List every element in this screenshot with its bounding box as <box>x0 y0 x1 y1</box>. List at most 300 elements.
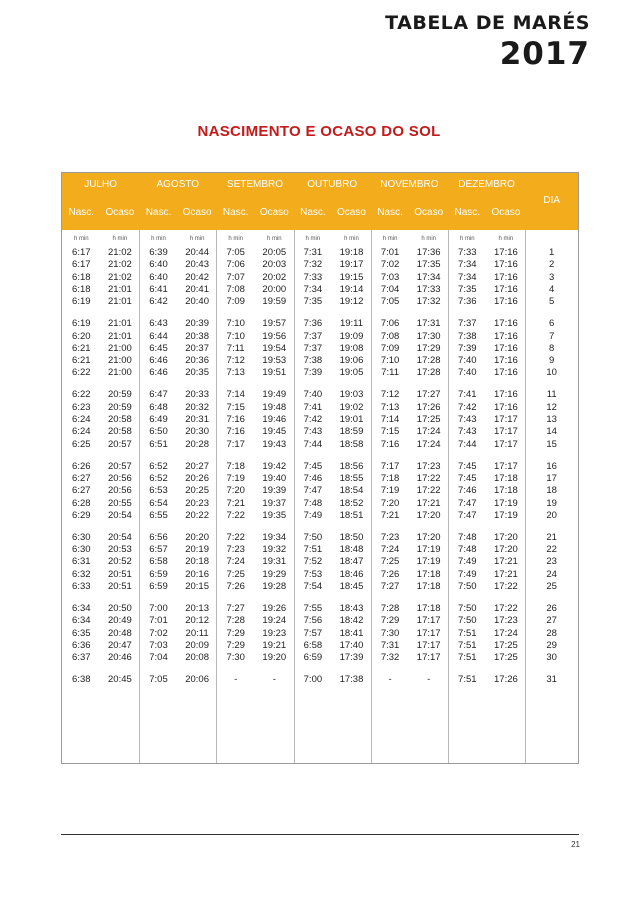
unit-label: h min <box>382 236 398 242</box>
time-cell: 20:40 <box>185 296 209 308</box>
day-cell: 9 <box>549 355 555 367</box>
time-cell: 20:32 <box>185 401 209 413</box>
time-cell: 17:35 <box>416 259 441 271</box>
time-cell: 7:48 <box>458 531 477 543</box>
time-cell: 7:00 <box>149 603 168 614</box>
time-cell: 17:16 <box>494 296 518 308</box>
nasc-label: Nasc. <box>300 207 326 218</box>
time-cell: 19:05 <box>339 367 364 379</box>
time-cell: 20:27 <box>185 460 209 472</box>
time-cell: 17:24 <box>416 438 441 450</box>
time-cell: 7:43 <box>303 426 323 438</box>
time-cell: 19:48 <box>262 401 287 413</box>
time-cell: 21:01 <box>108 318 132 330</box>
time-cell: 20:25 <box>185 485 209 497</box>
footer-divider <box>61 834 579 835</box>
time-cell: 7:51 <box>458 627 477 639</box>
time-cell: 7:49 <box>458 568 477 580</box>
time-cell: 7:34 <box>303 283 323 295</box>
time-cell: 17:16 <box>494 389 518 401</box>
time-cell: 20:51 <box>108 581 132 592</box>
time-cell: 7:04 <box>149 652 168 664</box>
time-cell: 6:46 <box>149 367 168 379</box>
time-cell: 17:16 <box>494 259 518 271</box>
time-cell: 6:47 <box>149 389 168 401</box>
time-cell: 6:33 <box>72 581 91 592</box>
time-cell: 7:37 <box>303 342 323 354</box>
time-cell: 6:30 <box>72 531 91 543</box>
time-cell: 20:56 <box>108 485 132 497</box>
time-cell: 6:23 <box>72 401 91 413</box>
time-cell: 6:36 <box>72 639 91 651</box>
nasc-label: Nasc. <box>68 207 95 218</box>
time-cell: 6:59 <box>149 568 168 580</box>
nasc-label: Nasc. <box>454 207 481 218</box>
time-cell: 7:34 <box>458 259 477 271</box>
day-cell: 19 <box>546 497 557 509</box>
time-cell: 6:54 <box>149 497 168 509</box>
time-cell: 20:45 <box>108 674 132 686</box>
time-cell: 7:45 <box>458 472 477 484</box>
time-cell: 20:37 <box>185 342 209 354</box>
time-cell: 7:44 <box>458 438 477 450</box>
time-cell: 20:41 <box>185 283 209 295</box>
time-cell: 7:51 <box>458 639 477 651</box>
time-cell: 17:24 <box>416 426 441 438</box>
time-cell: 7:34 <box>458 271 477 283</box>
time-cell: 19:42 <box>262 460 287 472</box>
time-cell: 19:40 <box>262 472 287 484</box>
time-cell: 7:03 <box>380 271 400 283</box>
time-cell: 7:20 <box>380 497 400 509</box>
time-cell: 17:20 <box>416 509 441 521</box>
time-cell: 19:20 <box>262 652 287 664</box>
time-cell: 7:07 <box>226 271 245 283</box>
time-cell: 6:35 <box>72 627 91 639</box>
time-cell: 20:02 <box>262 271 287 283</box>
time-cell: 20:31 <box>185 414 209 425</box>
time-cell: 17:17 <box>416 652 441 664</box>
time-cell: 20:38 <box>185 330 209 342</box>
time-cell: 20:43 <box>185 259 209 271</box>
time-cell: 7:37 <box>458 318 477 330</box>
table-header <box>62 173 578 230</box>
time-cell: 20:52 <box>108 556 132 568</box>
time-cell: 19:01 <box>339 414 364 425</box>
unit-label: h min <box>459 236 475 242</box>
time-cell: 6:46 <box>149 355 168 367</box>
day-cell: 10 <box>546 367 557 379</box>
time-cell: 6:34 <box>72 603 91 614</box>
time-cell: 17:30 <box>416 330 441 342</box>
time-cell: 7:52 <box>303 556 323 568</box>
time-cell: 7:47 <box>458 497 477 509</box>
time-cell: 7:50 <box>458 581 477 592</box>
time-cell: 19:17 <box>339 259 364 271</box>
time-cell: 7:10 <box>226 330 245 342</box>
time-cell: 20:56 <box>108 472 132 484</box>
time-cell: 20:36 <box>185 355 209 367</box>
time-cell: 6:31 <box>72 556 91 568</box>
time-cell: 21:01 <box>108 283 132 295</box>
day-cell: 13 <box>546 414 557 425</box>
time-cell: 17:25 <box>416 414 441 425</box>
time-cell: 19:54 <box>262 342 287 354</box>
nasc-label: Nasc. <box>145 207 172 218</box>
time-cell: 17:16 <box>494 271 518 283</box>
time-cell: 6:48 <box>149 401 168 413</box>
time-cell: 7:22 <box>226 509 245 521</box>
time-cell: 7:53 <box>303 568 323 580</box>
day-cell: 1 <box>549 247 555 258</box>
time-cell: 7:44 <box>303 438 323 450</box>
time-cell: 7:22 <box>226 531 245 543</box>
time-cell: 17:25 <box>494 652 518 664</box>
time-cell: 17:16 <box>494 401 518 413</box>
time-cell: 7:05 <box>380 296 400 308</box>
time-cell: 17:22 <box>416 472 441 484</box>
time-cell: 7:06 <box>226 259 245 271</box>
time-cell: 18:55 <box>339 472 364 484</box>
time-cell: 6:52 <box>149 460 168 472</box>
time-cell: 20:06 <box>185 674 209 686</box>
time-cell: 7:49 <box>458 556 477 568</box>
day-cell: 21 <box>546 531 557 543</box>
day-cell: 30 <box>546 652 557 664</box>
time-cell: 6:18 <box>72 271 91 283</box>
time-cell: 7:50 <box>458 615 477 627</box>
time-cell: 6:37 <box>72 652 91 664</box>
time-cell: 6:34 <box>72 615 91 627</box>
day-cell: 6 <box>549 318 555 330</box>
time-cell: 17:16 <box>494 330 518 342</box>
time-cell: 6:39 <box>149 247 168 258</box>
time-cell: 7:46 <box>458 485 477 497</box>
time-cell: 20:00 <box>262 283 287 295</box>
unit-label: h min <box>228 236 244 242</box>
time-cell: 6:28 <box>72 497 91 509</box>
time-cell: 7:09 <box>226 296 245 308</box>
time-cell: 6:55 <box>149 509 168 521</box>
time-cell: 20:54 <box>108 509 132 521</box>
time-cell: 18:46 <box>339 568 364 580</box>
time-cell: 7:08 <box>380 330 400 342</box>
time-cell: - <box>427 674 431 686</box>
time-cell: 20:22 <box>185 509 209 521</box>
time-cell: 7:35 <box>458 283 477 295</box>
time-cell: 6:29 <box>72 509 91 521</box>
time-cell: 6:50 <box>149 426 168 438</box>
day-cell: 7 <box>549 330 555 342</box>
time-cell: - <box>388 674 392 686</box>
time-cell: 7:27 <box>226 603 245 614</box>
time-cell: 6:18 <box>72 283 91 295</box>
time-cell: 7:41 <box>303 401 323 413</box>
time-cell: 17:21 <box>494 556 518 568</box>
time-cell: 7:54 <box>303 581 323 592</box>
time-cell: 7:21 <box>226 497 245 509</box>
time-cell: 18:58 <box>339 438 364 450</box>
time-cell: 6:59 <box>303 652 323 664</box>
time-cell: 7:13 <box>380 401 400 413</box>
time-cell: 7:51 <box>458 674 477 686</box>
time-cell: 7:39 <box>303 367 323 379</box>
time-cell: 20:57 <box>108 438 132 450</box>
time-cell: 6:57 <box>149 544 168 556</box>
day-cell: 25 <box>546 581 557 592</box>
time-cell: 17:16 <box>494 283 518 295</box>
time-cell: 7:03 <box>149 639 168 651</box>
time-cell: 19:08 <box>339 342 364 354</box>
time-cell: 6:24 <box>72 426 91 438</box>
time-cell: 7:31 <box>303 247 323 258</box>
unit-label: h min <box>344 236 359 242</box>
time-cell: 7:04 <box>380 283 400 295</box>
time-cell: 19:14 <box>339 283 364 295</box>
time-cell: 19:45 <box>262 426 287 438</box>
time-cell: 7:31 <box>380 639 400 651</box>
time-cell: 17:38 <box>339 674 364 686</box>
time-cell: 6:40 <box>149 259 168 271</box>
time-cell: 7:12 <box>226 355 245 367</box>
nasc-label: Nasc. <box>222 207 249 218</box>
time-cell: 7:02 <box>149 627 168 639</box>
time-cell: 17:18 <box>416 581 441 592</box>
time-cell: 20:13 <box>185 603 209 614</box>
time-cell: 18:51 <box>339 509 364 521</box>
time-cell: 7:50 <box>458 603 477 614</box>
time-cell: 20:58 <box>108 414 132 425</box>
time-cell: 6:19 <box>72 296 91 308</box>
header-title: TABELA DE MARÉS <box>385 12 590 34</box>
time-cell: 20:47 <box>108 639 132 651</box>
time-cell: 20:05 <box>262 247 287 258</box>
time-cell: 7:29 <box>226 639 245 651</box>
day-cell: 24 <box>546 568 557 580</box>
time-cell: 7:42 <box>303 414 323 425</box>
ocaso-label: Ocaso <box>259 207 289 218</box>
time-cell: 7:42 <box>458 401 477 413</box>
time-cell: 17:21 <box>416 497 441 509</box>
time-cell: 19:32 <box>262 544 287 556</box>
time-cell: 17:16 <box>494 318 518 330</box>
time-cell: 7:40 <box>458 367 477 379</box>
day-cell: 28 <box>546 627 557 639</box>
time-cell: 19:03 <box>339 389 364 401</box>
time-cell: 6:43 <box>149 318 168 330</box>
time-cell: 7:05 <box>226 247 245 258</box>
day-cell: 27 <box>546 615 557 627</box>
time-cell: 17:19 <box>494 509 518 521</box>
time-cell: 7:23 <box>226 544 245 556</box>
day-cell: 16 <box>546 460 557 472</box>
page-heading: NASCIMENTO E OCASO DO SOL <box>197 123 441 140</box>
time-cell: 20:19 <box>185 544 209 556</box>
sun-table <box>61 172 579 764</box>
time-cell: 7:10 <box>380 355 400 367</box>
time-cell: 17:18 <box>416 568 441 580</box>
time-cell: 17:17 <box>494 426 518 438</box>
time-cell: 7:29 <box>226 627 245 639</box>
day-cell: 17 <box>546 472 557 484</box>
time-cell: 18:41 <box>339 627 364 639</box>
time-cell: 7:57 <box>303 627 323 639</box>
ocaso-label: Ocaso <box>414 207 444 218</box>
time-cell: 7:10 <box>226 318 245 330</box>
time-cell: 7:51 <box>458 652 477 664</box>
time-cell: 7:39 <box>458 342 477 354</box>
time-cell: 20:50 <box>108 603 132 614</box>
time-cell: 19:57 <box>262 318 287 330</box>
time-cell: 6:20 <box>72 330 91 342</box>
time-cell: 19:24 <box>262 615 287 627</box>
time-cell: 7:18 <box>380 472 400 484</box>
time-cell: 7:47 <box>303 485 323 497</box>
day-cell: 22 <box>546 544 557 556</box>
time-cell: 19:29 <box>262 568 287 580</box>
time-cell: 19:26 <box>262 603 287 614</box>
time-cell: 20:51 <box>108 568 132 580</box>
time-cell: 7:18 <box>226 460 245 472</box>
time-cell: 17:28 <box>416 367 441 379</box>
time-cell: 20:03 <box>262 259 287 271</box>
time-cell: 19:43 <box>262 438 287 450</box>
time-cell: 17:39 <box>339 652 364 664</box>
time-cell: 6:58 <box>149 556 168 568</box>
time-cell: 17:28 <box>416 355 441 367</box>
time-cell: 20:26 <box>185 472 209 484</box>
time-cell: 7:02 <box>380 259 400 271</box>
time-cell: 21:00 <box>108 367 132 379</box>
time-cell: 17:18 <box>416 603 441 614</box>
time-cell: 19:02 <box>339 401 364 413</box>
time-cell: 6:56 <box>149 531 168 543</box>
time-cell: 20:35 <box>185 367 209 379</box>
time-cell: 17:17 <box>494 414 518 425</box>
time-cell: 7:20 <box>226 485 245 497</box>
time-cell: 20:08 <box>185 652 209 664</box>
time-cell: 20:58 <box>108 426 132 438</box>
time-cell: 17:24 <box>494 627 518 639</box>
unit-label: h min <box>73 236 89 242</box>
time-cell: 17:17 <box>416 627 441 639</box>
time-cell: 20:46 <box>108 652 132 664</box>
ocaso-label: Ocaso <box>337 207 366 218</box>
time-cell: 6:17 <box>72 247 91 258</box>
day-cell: 18 <box>546 485 557 497</box>
time-cell: 7:48 <box>303 497 323 509</box>
time-cell: 20:16 <box>185 568 209 580</box>
day-cell: 14 <box>546 426 557 438</box>
time-cell: 19:39 <box>262 485 287 497</box>
time-cell: 18:48 <box>339 544 364 556</box>
time-cell: 7:46 <box>303 472 323 484</box>
time-cell: 7:30 <box>226 652 245 664</box>
dia-label: DIA <box>543 195 561 206</box>
time-cell: 21:02 <box>108 271 132 283</box>
time-cell: 17:22 <box>494 603 518 614</box>
time-cell: 21:02 <box>108 247 132 258</box>
header-year: 2017 <box>499 36 590 72</box>
time-cell: 7:43 <box>458 414 477 425</box>
time-cell: 7:21 <box>380 509 400 521</box>
time-cell: 7:28 <box>226 615 245 627</box>
time-cell: 7:06 <box>380 318 400 330</box>
time-cell: 6:52 <box>149 472 168 484</box>
time-cell: 17:17 <box>416 639 441 651</box>
time-cell: 18:43 <box>339 603 364 614</box>
ocaso-label: Ocaso <box>491 207 521 218</box>
time-cell: 7:45 <box>303 460 323 472</box>
month-label: OUTUBRO <box>307 179 358 190</box>
time-cell: 21:00 <box>108 342 132 354</box>
time-cell: 17:23 <box>416 460 441 472</box>
time-cell: 20:28 <box>185 438 209 450</box>
time-cell: 6:58 <box>303 639 323 651</box>
time-cell: 7:51 <box>303 544 323 556</box>
time-cell: 17:32 <box>416 296 441 308</box>
time-cell: - <box>272 674 276 686</box>
time-cell: 7:36 <box>458 296 477 308</box>
unit-label: h min <box>421 236 437 242</box>
time-cell: 19:51 <box>262 367 287 379</box>
time-cell: 7:19 <box>380 485 400 497</box>
time-cell: 19:11 <box>339 318 364 330</box>
time-cell: 17:16 <box>494 355 518 367</box>
time-cell: 18:42 <box>339 615 364 627</box>
month-label: JULHO <box>84 179 117 190</box>
time-cell: 7:33 <box>303 271 323 283</box>
time-cell: 6:25 <box>72 438 91 450</box>
time-cell: 19:18 <box>339 247 364 258</box>
time-cell: 7:25 <box>226 568 245 580</box>
time-cell: 20:12 <box>185 615 209 627</box>
time-cell: 7:40 <box>458 355 477 367</box>
time-cell: 19:12 <box>339 296 364 308</box>
time-cell: 7:36 <box>303 318 323 330</box>
time-cell: 20:48 <box>108 627 132 639</box>
time-cell: 7:37 <box>303 330 323 342</box>
time-cell: 6:51 <box>149 438 168 450</box>
time-cell: 17:23 <box>494 615 518 627</box>
time-cell: 21:00 <box>108 355 132 367</box>
page-number: 21 <box>571 840 580 849</box>
time-cell: 6:59 <box>149 581 168 592</box>
time-cell: 7:05 <box>149 674 168 686</box>
time-cell: 19:53 <box>262 355 287 367</box>
time-cell: 19:23 <box>262 627 287 639</box>
time-cell: 7:12 <box>380 389 400 401</box>
time-cell: 6:19 <box>72 318 91 330</box>
time-cell: 6:22 <box>72 389 91 401</box>
day-cell: 8 <box>549 342 555 354</box>
time-cell: 7:01 <box>380 247 400 258</box>
time-cell: 6:53 <box>149 485 168 497</box>
time-cell: 7:48 <box>458 544 477 556</box>
time-cell: 7:56 <box>303 615 323 627</box>
time-cell: 7:38 <box>303 355 323 367</box>
day-cell: 5 <box>549 296 555 308</box>
time-cell: 17:18 <box>494 472 518 484</box>
time-cell: 17:20 <box>416 531 441 543</box>
time-cell: 17:20 <box>494 544 518 556</box>
time-cell: 7:43 <box>458 426 477 438</box>
time-cell: 7:13 <box>226 367 245 379</box>
time-cell: 20:55 <box>108 497 132 509</box>
time-cell: 19:46 <box>262 414 287 425</box>
time-cell: 20:15 <box>185 581 209 592</box>
time-cell: 18:59 <box>339 426 364 438</box>
